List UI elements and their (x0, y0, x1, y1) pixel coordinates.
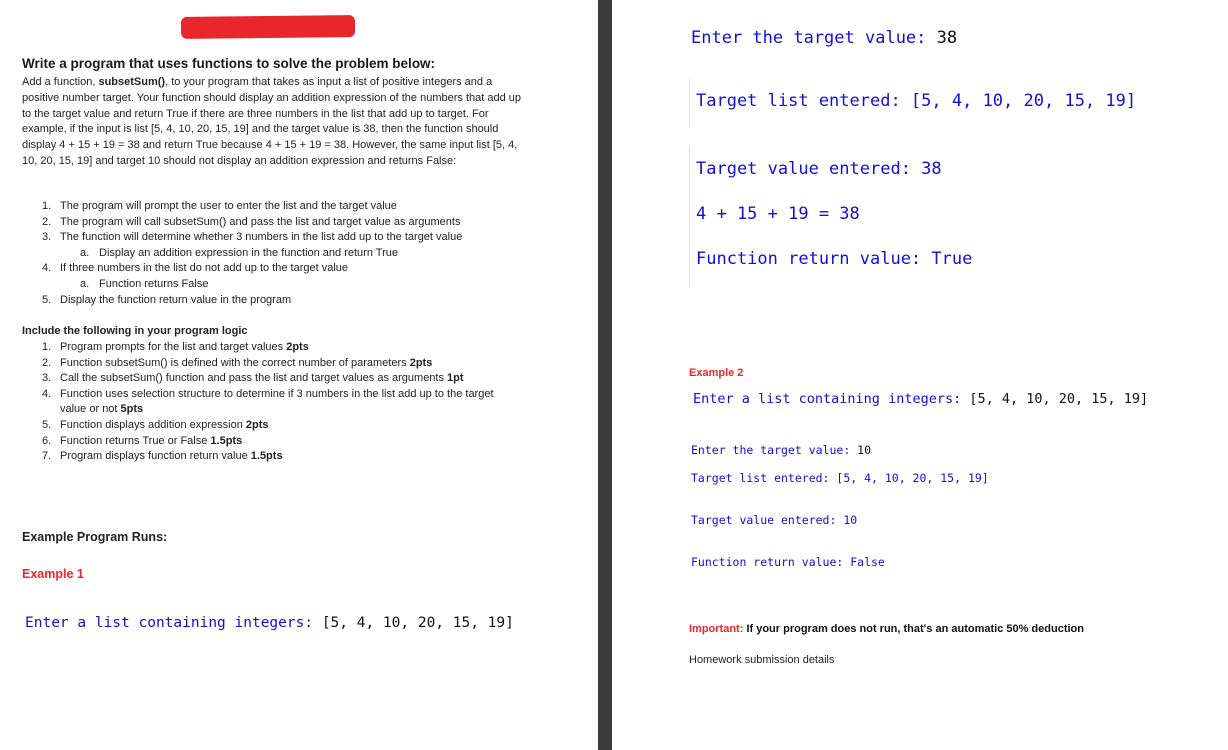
page-divider (598, 0, 612, 750)
example2-target-list: Target list entered: [5, 4, 10, 20, 15, 19] (691, 471, 989, 485)
left-page (0, 0, 598, 750)
list-item: 2. The program will call subsetSum() and pass the list and target value as arguments (42, 215, 461, 228)
example2-prompt-list: Enter a list containing integers: [5, 4, 10, 20, 15, 19] (693, 391, 1149, 407)
example1-return-value: Function return value: True (696, 249, 973, 269)
list-item: 1. Program prompts for the list and target values 2pts (42, 341, 309, 353)
list-item: 6. Function returns True or False 1.5pts (42, 434, 243, 447)
list-item: 4. If three numbers in the list do not add up to the target value (42, 262, 349, 275)
list-item: 3. Call the subsetSum() function and pass the list and target values as arguments 1pt (42, 372, 464, 385)
example1-target-list: Target list entered: [5, 4, 10, 20, 15, 19] (696, 91, 1137, 111)
list-item: a. Function returns False (80, 277, 209, 290)
homework-submission-details: Homework submission details (689, 654, 835, 666)
example1-expression: 4 + 15 + 19 = 38 (696, 204, 860, 224)
logic-list (22, 340, 502, 465)
console-box (689, 78, 690, 128)
steps-list (22, 199, 462, 308)
example-2-label: Example 2 (689, 367, 744, 379)
list-item: 4. Function uses selection structure to determine if 3 numbers in the list add up to the target value or not 5pts (42, 387, 494, 416)
example1-prompt-target: Enter the target value: 38 (691, 28, 958, 48)
list-item: 5. Function displays addition expression 2pts (42, 418, 269, 431)
console-box (689, 146, 690, 288)
example-runs-heading: Example Program Runs: (22, 530, 168, 544)
example2-return-value: Function return value: False (691, 555, 885, 569)
logic-heading: Include the following in your program logic (22, 325, 248, 337)
list-item: 7. Program displays function return value 1.5pts (42, 450, 283, 463)
list-item: 5. Display the function return value in the program (42, 293, 292, 306)
list-item: 1. The program will prompt the user to enter the list and the target value (42, 200, 397, 212)
example2-prompt-target: Enter the target value: 10 (691, 443, 872, 457)
example2-target-value: Target value entered: 10 (691, 513, 858, 527)
assignment-heading: Write a program that uses functions to solve the problem below: (22, 56, 436, 71)
list-item: a. Display an addition expression in the function and return True (80, 246, 399, 259)
assignment-description: Add a function, subsetSum(), to your program that takes as input a list of positive integers and a positive number target. Your function should display an addition expression of the numbers that add up to the target value and return True if there are three numbers in the list that add up to target. For example, if the input is list [5, 4, 10, 20, 15, 19] and the target value is 38, then the function should display 4 + 15 + 19 = 38 and return True because 4 + 15 + 19 = 38. However, the same input list [5, 4, 10, 20, 15, 19] and target 10 should not display an addition expression and returns False: (22, 76, 521, 167)
example1-prompt-list: Enter a list containing integers: [5, 4, 10, 20, 15, 19] (25, 615, 514, 631)
list-item: 3. The function will determine whether 3 numbers in the list add up to the target value (42, 231, 463, 244)
example1-target-value: Target value entered: 38 (696, 159, 942, 179)
list-item: 2. Function subsetSum() is defined with the correct number of parameters 2pts (42, 356, 433, 369)
example-1-label: Example 1 (22, 567, 84, 581)
redacted-title (181, 15, 355, 39)
important-note: Important: If your program does not run, that's an automatic 50% deduction (689, 623, 1084, 635)
